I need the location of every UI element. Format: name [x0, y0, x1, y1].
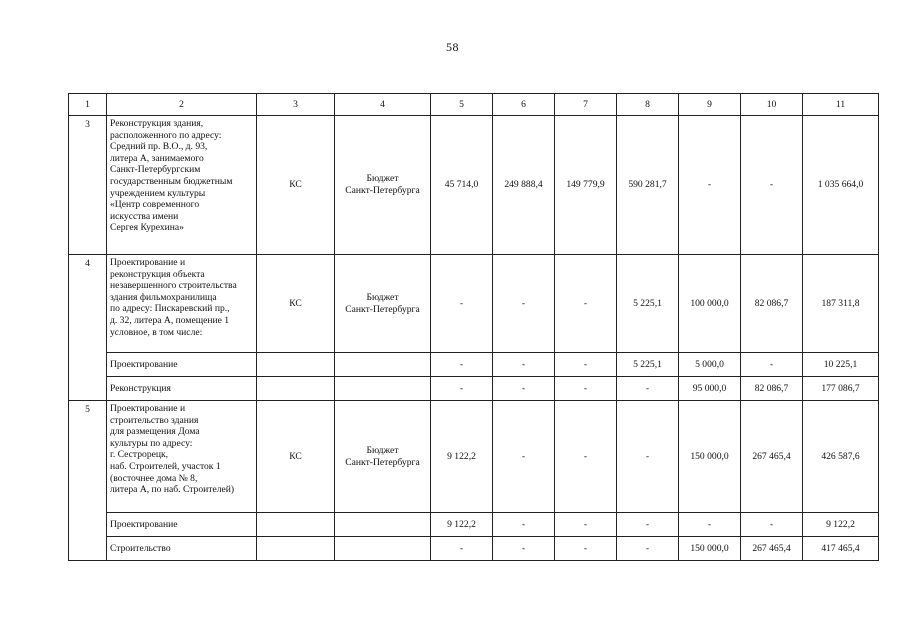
empty-cell: [257, 513, 335, 537]
value-cell: 149 779,9: [555, 116, 617, 255]
header-cell: 11: [803, 94, 879, 116]
value-cell: -: [679, 116, 741, 255]
value-cell: -: [741, 116, 803, 255]
header-cell: 5: [431, 94, 493, 116]
table-row: [69, 537, 879, 561]
value-cell: 5 000,0: [679, 353, 741, 377]
value-cell: -: [617, 401, 679, 513]
object-description: Реконструкция здания, расположенного по адресу: Средний пр. В.О., д. 93, литера А, занимаемого Санкт-Петербургским государственным бюджетным учреждением культуры «Центр современного искусства имени Сергея Курехина»: [107, 116, 257, 255]
value-cell: -: [493, 537, 555, 561]
work-type: КС: [257, 255, 335, 353]
total-cell: 426 587,6: [803, 401, 879, 513]
value-cell: -: [431, 537, 493, 561]
header-cell: 9: [679, 94, 741, 116]
sub-item-label: Проектирование: [107, 353, 257, 377]
value-cell: 9 122,2: [431, 513, 493, 537]
value-cell: -: [617, 513, 679, 537]
value-cell: 150 000,0: [679, 401, 741, 513]
empty-cell: [335, 513, 431, 537]
empty-cell: [335, 353, 431, 377]
header-cell: 10: [741, 94, 803, 116]
work-type: КС: [257, 401, 335, 513]
value-cell: 5 225,1: [617, 353, 679, 377]
value-cell: -: [431, 255, 493, 353]
work-type: КС: [257, 116, 335, 255]
empty-cell: [335, 537, 431, 561]
value-cell: -: [617, 377, 679, 401]
total-cell: 1 035 664,0: [803, 116, 879, 255]
value-cell: -: [555, 537, 617, 561]
page-number: 58: [446, 40, 459, 54]
empty-cell: [257, 377, 335, 401]
total-cell: 10 225,1: [803, 353, 879, 377]
table-row: [69, 255, 879, 353]
table-row: [69, 116, 879, 255]
value-cell: 100 000,0: [679, 255, 741, 353]
value-cell: -: [431, 353, 493, 377]
header-cell: 4: [335, 94, 431, 116]
sub-item-label: Реконструкция: [107, 377, 257, 401]
header-cell: 3: [257, 94, 335, 116]
value-cell: -: [741, 513, 803, 537]
table-row: [69, 513, 879, 537]
value-cell: -: [555, 401, 617, 513]
funding-source: Бюджет Санкт-Петербурга: [335, 401, 431, 513]
table-row: [69, 401, 879, 513]
value-cell: 590 281,7: [617, 116, 679, 255]
table-header-row: [69, 94, 879, 116]
value-cell: -: [555, 513, 617, 537]
value-cell: -: [493, 353, 555, 377]
value-cell: 5 225,1: [617, 255, 679, 353]
value-cell: 95 000,0: [679, 377, 741, 401]
value-cell: 9 122,2: [431, 401, 493, 513]
value-cell: 249 888,4: [493, 116, 555, 255]
empty-cell: [257, 353, 335, 377]
value-cell: 82 086,7: [741, 377, 803, 401]
header-cell: 7: [555, 94, 617, 116]
value-cell: -: [555, 353, 617, 377]
value-cell: -: [431, 377, 493, 401]
value-cell: 45 714,0: [431, 116, 493, 255]
row-number: 5: [69, 401, 107, 561]
row-number: 3: [69, 116, 107, 255]
total-cell: 417 465,4: [803, 537, 879, 561]
value-cell: -: [493, 401, 555, 513]
total-cell: 187 311,8: [803, 255, 879, 353]
value-cell: -: [555, 255, 617, 353]
sub-item-label: Проектирование: [107, 513, 257, 537]
object-description: Проектирование и реконструкция объекта незавершенного строительства здания фильмохранилища по адресу: Пискаревский пр., д. 32, литера А, помещение 1 условное, в том числе:: [107, 255, 257, 353]
row-number: 4: [69, 255, 107, 401]
object-description: Проектирование и строительство здания для размещения Дома культуры по адресу: г. Сестрорецк, наб. Строителей, участок 1 (восточнее дома № 8, литера А, по наб. Строителей): [107, 401, 257, 513]
value-cell: 150 000,0: [679, 537, 741, 561]
table-row: [69, 353, 879, 377]
value-cell: -: [493, 255, 555, 353]
value-cell: -: [741, 353, 803, 377]
value-cell: -: [493, 377, 555, 401]
header-cell: 8: [617, 94, 679, 116]
sub-item-label: Строительство: [107, 537, 257, 561]
funding-source: Бюджет Санкт-Петербурга: [335, 116, 431, 255]
value-cell: -: [493, 513, 555, 537]
value-cell: -: [679, 513, 741, 537]
table-row: [69, 377, 879, 401]
empty-cell: [257, 537, 335, 561]
header-cell: 1: [69, 94, 107, 116]
value-cell: -: [555, 377, 617, 401]
budget-table: [68, 93, 879, 561]
total-cell: 9 122,2: [803, 513, 879, 537]
empty-cell: [335, 377, 431, 401]
value-cell: 267 465,4: [741, 401, 803, 513]
header-cell: 6: [493, 94, 555, 116]
header-cell: 2: [107, 94, 257, 116]
value-cell: -: [617, 537, 679, 561]
funding-source: Бюджет Санкт-Петербурга: [335, 255, 431, 353]
value-cell: 82 086,7: [741, 255, 803, 353]
total-cell: 177 086,7: [803, 377, 879, 401]
value-cell: 267 465,4: [741, 537, 803, 561]
